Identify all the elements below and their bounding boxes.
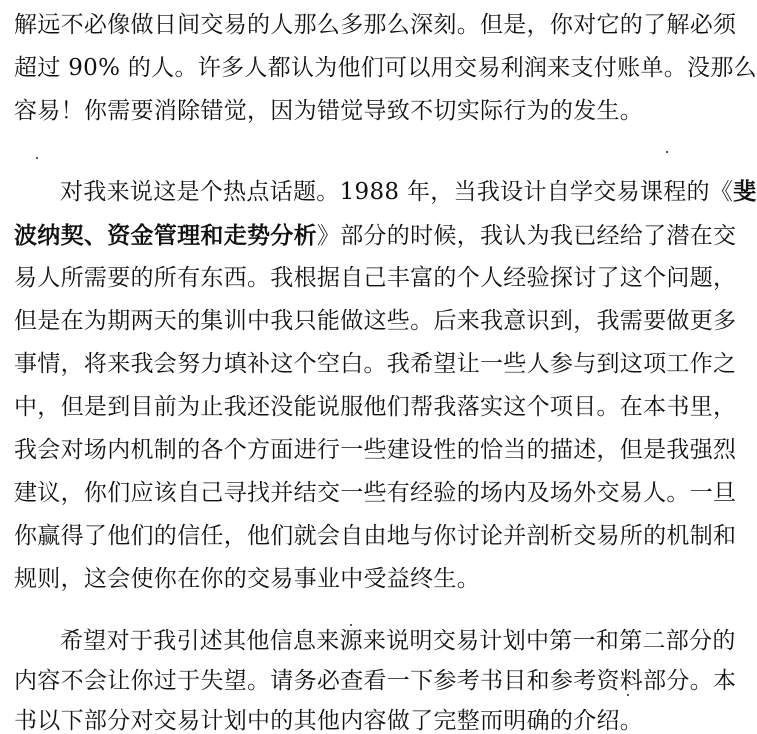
book-title-part-1: 斐 bbox=[733, 178, 757, 205]
scan-speck bbox=[350, 624, 352, 626]
paragraph-1-line-3: 容易！你需要消除错觉，因为错觉导致不切实际行为的发生。 bbox=[14, 98, 644, 124]
paragraph-2-line-2 bbox=[14, 224, 736, 248]
book-title-part-2: 波纳契、资金管理和走势分析 bbox=[14, 222, 317, 249]
scan-speck bbox=[36, 157, 38, 159]
paragraph-2-line-5: 事情，将来我会努力填补这个空白。我希望让一些人参与到这项工作之 bbox=[14, 351, 737, 377]
paragraph-2-line-3: 易人所需要的所有东西。我根据自己丰富的个人经验探讨了这个问题， bbox=[14, 265, 737, 291]
paragraph-2-line-1-text: 对我来说这是个热点话题。1988 年，当我设计自学交易课程的《 bbox=[60, 179, 734, 205]
paragraph-2-line-9: 你赢得了他们的信任，他们就会自由地与你讨论并剖析交易所的机制和 bbox=[14, 523, 737, 549]
paragraph-2-line-1 bbox=[60, 180, 756, 204]
scan-speck bbox=[627, 694, 629, 696]
paragraph-2-line-6: 中，但是到目前为止我还没能说服他们帮我落实这个项目。在本书里， bbox=[14, 394, 737, 420]
paragraph-3-line-1: 希望对于我引述其他信息来源来说明交易计划中第一和第二部分的 bbox=[60, 628, 736, 654]
scan-speck bbox=[666, 151, 668, 153]
paragraph-2-line-10: 规则，这会使你在你的交易事业中受益终生。 bbox=[14, 566, 480, 592]
paragraph-2-line-2-text: 》部分的时候，我认为我已经给了潜在交 bbox=[316, 223, 737, 249]
paragraph-1-line-1: 解远不必像做日间交易的人那么多那么深刻。但是，你对它的了解必须 bbox=[14, 12, 737, 38]
paragraph-2-line-8: 建议，你们应该自己寻找并结交一些有经验的场内及场外交易人。一旦 bbox=[14, 480, 737, 506]
paragraph-2-line-4: 但是在为期两天的集训中我只能做这些。后来我意识到，我需要做更多 bbox=[14, 308, 737, 334]
paragraph-3-line-3: 书以下部分对交易计划中的其他内容做了完整而明确的介绍。 bbox=[14, 708, 644, 734]
paragraph-1-line-2: 超过 90% 的人。许多人都认为他们可以用交易利润来支付账单。没那么 bbox=[14, 55, 757, 81]
paragraph-3-line-2: 内容不会让你过于失望。请务必查看一下参考书目和参考资料部分。本 bbox=[14, 668, 737, 694]
paragraph-2-line-7: 我会对场内机制的各个方面进行一些建设性的恰当的描述，但是我强烈 bbox=[14, 437, 737, 463]
